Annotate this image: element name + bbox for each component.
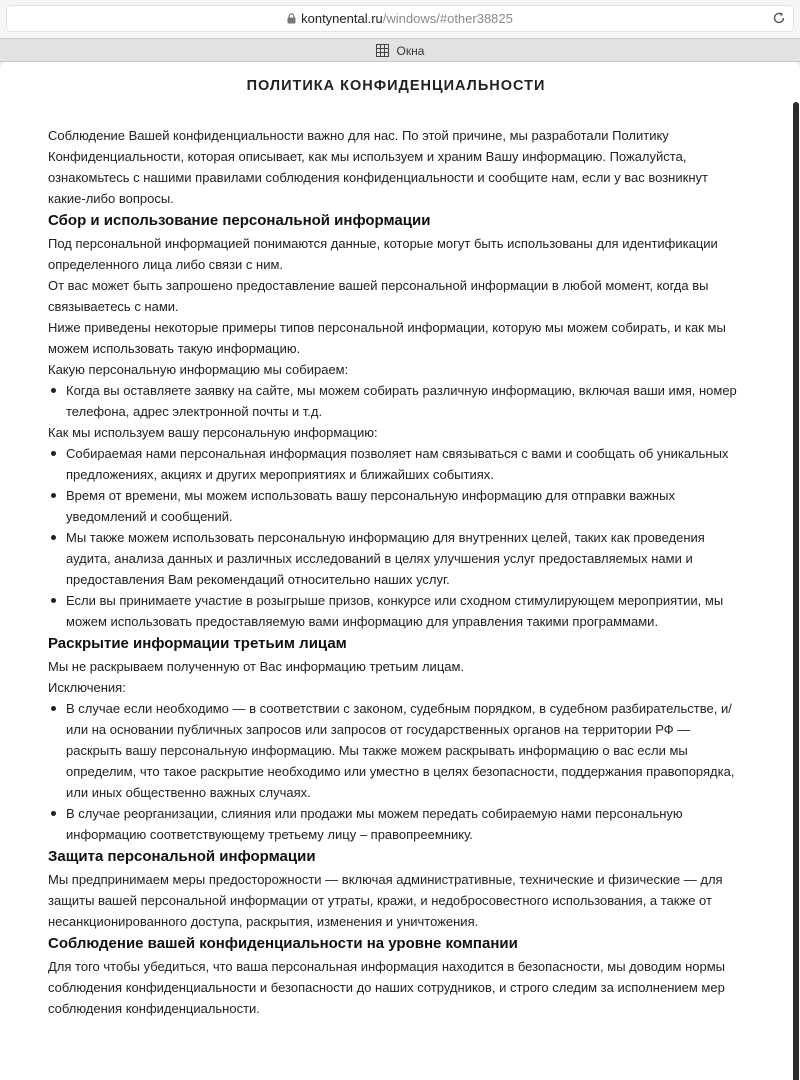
scrollbar[interactable] xyxy=(793,102,799,1080)
grid-icon xyxy=(376,44,389,57)
bullet-list xyxy=(48,380,744,422)
reload-icon[interactable] xyxy=(772,11,786,25)
tab-bar xyxy=(0,38,800,62)
paragraph: Мы предпринимаем меры предосторожности — включая административные, технические и физические — для защиты вашей персональной информации от утраты, кражи, и недобросовестного использования, а также от несанкционированного доступа, раскрытия, изменения и уничтожения. xyxy=(48,872,723,929)
tab-label: Окна xyxy=(396,43,425,58)
lock-icon xyxy=(287,13,296,24)
paragraph: Ниже приведены некоторые примеры типов персональной информации, которую мы можем собирать, и как мы можем использовать такую информацию. xyxy=(48,320,726,356)
page-title: ПОЛИТИКА КОНФИДЕНЦИАЛЬНОСТИ xyxy=(246,78,546,94)
section-heading: Раскрытие информации третьим лицам xyxy=(48,635,347,652)
paragraph: Мы не раскрываем полученную от Вас информацию третьим лицам. xyxy=(48,659,465,674)
list-item: Собираемая нами персональная информация позволяет нам связываться с вами и сообщать об уникальных предложениях, акциях и других мероприятиях и ближайших событиях. xyxy=(48,443,744,485)
list-item: Если вы принимаете участие в розыгрыше призов, конкурсе или сходном стимулирующем мероприятии, мы можем использовать предоставляемую вами информацию для управления такими программами. xyxy=(48,590,744,632)
bullet-list xyxy=(48,698,744,845)
list-item: Время от времени, мы можем использовать вашу персональную информацию для отправки важных уведомлений и сообщений. xyxy=(48,485,744,527)
bullet-list xyxy=(48,443,744,632)
address-text xyxy=(6,5,794,32)
section-heading: Сбор и использование персональной информации xyxy=(48,212,431,229)
paragraph: Какую персональную информацию мы собираем: xyxy=(48,362,349,377)
list-item: В случае если необходимо — в соответствии с законом, судебным порядком, в судебном разбирательстве, и/или на основании публичных запросов или запросов от государственных органов на территории РФ — раскрыть вашу персональную информацию. Мы также можем раскрывать информацию о вас если мы определим, что такое раскрытие необходимо или уместно в целях безопасности, поддержания правопорядка, или иных общественно важных случаях. xyxy=(48,698,744,803)
url-host: kontynental.ru xyxy=(301,11,383,26)
address-bar[interactable] xyxy=(6,5,794,32)
paragraph: Исключения: xyxy=(48,680,126,695)
policy-content xyxy=(48,62,744,1019)
list-item: Когда вы оставляете заявку на сайте, мы можем собирать различную информацию, включая ваши имя, номер телефона, адрес электронной почты и т.д. xyxy=(48,380,744,422)
paragraph: Под персональной информацией понимаются данные, которые могут быть использованы для идентификации определенного лица либо связи с ним. xyxy=(48,236,718,272)
paragraph: Для того чтобы убедиться, что ваша персональная информация находится в безопасности, мы доводим нормы соблюдения конфиденциальности и безопасности до наших сотрудников, и строго следим за исполнением мер соблюдения конфиденциальности. xyxy=(48,959,725,1016)
section-heading: Соблюдение вашей конфиденциальности на уровне компании xyxy=(48,935,518,952)
browser-toolbar xyxy=(0,0,800,38)
privacy-policy-modal xyxy=(0,62,800,1080)
tab-windows[interactable] xyxy=(0,39,800,62)
paragraph: От вас может быть запрошено предоставление вашей персональной информации в любой момент, когда вы связываетесь с нами. xyxy=(48,278,709,314)
url-path: /windows/#other38825 xyxy=(382,11,513,26)
paragraph: Как мы используем вашу персональную информацию: xyxy=(48,425,378,440)
intro-paragraph: Соблюдение Вашей конфиденциальности важно для нас. По этой причине, мы разработали Политику Конфиденциальности, которая описывает, как мы используем и храним Вашу информацию. Пожалуйста, ознакомьтесь с нашими правилами соблюдения конфиденциальности и сообщите нам, если у вас возникнут какие-либо вопросы. xyxy=(48,128,708,206)
section-heading: Защита персональной информации xyxy=(48,848,316,865)
list-item: Мы также можем использовать персональную информацию для внутренних целей, таких как проведения аудита, анализа данных и различных исследований в целях улучшения услуг предоставляемых нами и предоставления Вам рекомендаций относительно наших услуг. xyxy=(48,527,744,590)
list-item: В случае реорганизации, слияния или продажи мы можем передать собираемую нами персональную информацию соответствующему третьему лицу – правопреемнику. xyxy=(48,803,744,845)
